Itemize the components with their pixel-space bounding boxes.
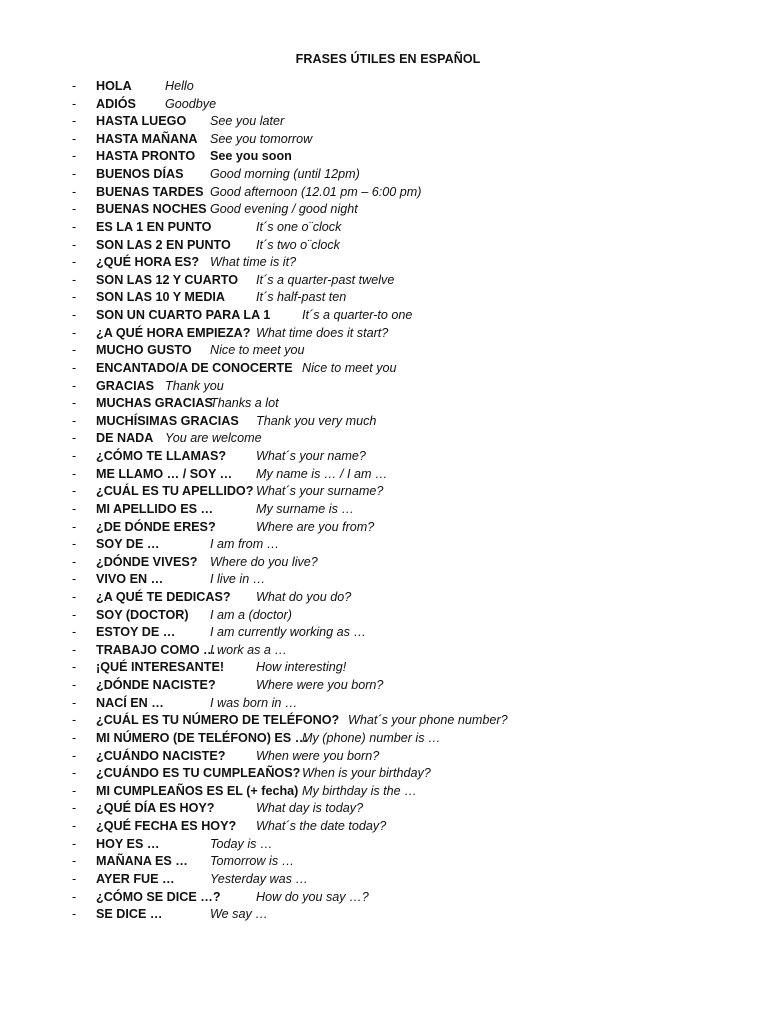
phrase-row — [0, 166, 768, 184]
phrase-row — [0, 237, 768, 255]
spanish-phrase: ¿CUÁL ES TU APELLIDO? — [96, 484, 254, 499]
english-translation: Thank you — [165, 378, 224, 393]
spanish-phrase: MI CUMPLEAÑOS ES EL (+ fecha) — [96, 783, 299, 798]
phrase-row — [0, 131, 768, 149]
phrase-row — [0, 113, 768, 131]
bullet-dash: - — [72, 325, 77, 340]
spanish-phrase: MI NÚMERO (DE TELÉFONO) ES … — [96, 730, 308, 745]
bullet-dash: - — [72, 237, 77, 252]
phrase-row — [0, 254, 768, 272]
spanish-phrase: ¿CUÁL ES TU NÚMERO DE TELÉFONO? — [96, 713, 340, 728]
english-translation: It´s a quarter-to one — [302, 308, 413, 323]
spanish-phrase: BUENAS TARDES — [96, 184, 204, 199]
spanish-phrase: MAÑANA ES … — [96, 854, 188, 869]
phrase-row — [0, 659, 768, 677]
spanish-phrase: ESTOY DE … — [96, 625, 176, 640]
spanish-phrase: TRABAJO COMO … — [96, 642, 216, 657]
bullet-dash: - — [72, 836, 77, 851]
bullet-dash: - — [72, 730, 77, 745]
spanish-phrase: ¿A QUÉ TE DEDICAS? — [96, 589, 231, 604]
spanish-phrase: ADIÓS — [96, 96, 136, 111]
bullet-dash: - — [72, 572, 77, 587]
phrase-row — [0, 836, 768, 854]
english-translation: I am currently working as … — [210, 625, 367, 640]
phrase-row — [0, 519, 768, 537]
phrase-row — [0, 272, 768, 290]
bullet-dash: - — [72, 889, 77, 904]
bullet-dash: - — [72, 660, 77, 675]
phrase-row — [0, 571, 768, 589]
english-translation: Where were you born? — [256, 678, 384, 693]
spanish-phrase: SOY DE … — [96, 537, 160, 552]
page-title: FRASES ÚTILES EN ESPAÑOL — [295, 52, 481, 66]
bullet-dash: - — [72, 449, 77, 464]
bullet-dash: - — [72, 202, 77, 217]
bullet-dash: - — [72, 907, 77, 922]
english-translation: What´s your phone number? — [348, 713, 508, 728]
english-translation: It´s half-past ten — [256, 290, 347, 305]
bullet-dash: - — [72, 871, 77, 886]
phrase-row — [0, 906, 768, 924]
phrase-row — [0, 853, 768, 871]
bullet-dash: - — [72, 484, 77, 499]
spanish-phrase: DE NADA — [96, 431, 154, 446]
english-translation: My name is … / I am … — [256, 466, 388, 481]
english-translation: How do you say …? — [256, 889, 369, 904]
english-translation: Goodbye — [165, 96, 217, 111]
spanish-phrase: ¿QUÉ DÍA ES HOY? — [96, 801, 215, 816]
phrase-row — [0, 466, 768, 484]
bullet-dash: - — [72, 695, 77, 710]
bullet-dash: - — [72, 713, 77, 728]
phrase-row — [0, 889, 768, 907]
phrase-row — [0, 483, 768, 501]
bullet-dash: - — [72, 290, 77, 305]
phrase-row — [0, 536, 768, 554]
bullet-dash: - — [72, 131, 77, 146]
bullet-dash: - — [72, 466, 77, 481]
spanish-phrase: ¿A QUÉ HORA EMPIEZA? — [96, 325, 251, 340]
english-translation: What time does it start? — [256, 325, 389, 340]
english-translation: What day is today? — [256, 801, 364, 816]
bullet-dash: - — [72, 79, 77, 93]
spanish-phrase: ¡QUÉ INTERESANTE! — [96, 660, 225, 675]
phrase-row — [0, 730, 768, 748]
bullet-dash: - — [72, 149, 77, 164]
english-translation: What do you do? — [256, 589, 352, 604]
bullet-dash: - — [72, 819, 77, 834]
phrase-row — [0, 378, 768, 396]
bullet-dash: - — [72, 413, 77, 428]
english-translation: Nice to meet you — [302, 360, 397, 375]
english-translation: My birthday is the … — [302, 783, 417, 798]
spanish-phrase: MUCHO GUSTO — [96, 343, 192, 358]
english-translation: Good afternoon (12.01 pm – 6:00 pm) — [210, 184, 422, 199]
phrase-row — [0, 695, 768, 713]
spanish-phrase: HASTA LUEGO — [96, 114, 187, 129]
english-translation: I was born in … — [210, 695, 298, 710]
english-translation: We say … — [210, 907, 268, 922]
english-translation: Thanks a lot — [210, 396, 279, 411]
bullet-dash: - — [72, 360, 77, 375]
bullet-dash: - — [72, 766, 77, 781]
english-translation: I live in … — [210, 572, 266, 587]
english-translation: When is your birthday? — [302, 766, 431, 781]
phrase-row — [0, 307, 768, 325]
phrase-row — [0, 413, 768, 431]
english-translation: Where are you from? — [256, 519, 375, 534]
english-translation: See you tomorrow — [210, 131, 313, 146]
phrase-row — [0, 201, 768, 219]
spanish-phrase: ES LA 1 EN PUNTO — [96, 219, 212, 234]
bullet-dash: - — [72, 272, 77, 287]
spanish-phrase: SON UN CUARTO PARA LA 1 — [96, 308, 271, 323]
english-translation: You are welcome — [165, 431, 262, 446]
bullet-dash: - — [72, 678, 77, 693]
bullet-dash: - — [72, 554, 77, 569]
bullet-dash: - — [72, 537, 77, 552]
english-translation: See you soon — [210, 149, 292, 164]
english-translation: I work as a … — [210, 642, 287, 657]
bullet-dash: - — [72, 801, 77, 816]
phrase-row — [0, 677, 768, 695]
bullet-dash: - — [72, 607, 77, 622]
phrase-row — [0, 501, 768, 519]
english-translation: Tomorrow is … — [210, 854, 295, 869]
phrase-row — [0, 765, 768, 783]
bullet-dash: - — [72, 96, 77, 111]
phrase-row — [0, 818, 768, 836]
phrase-row — [0, 748, 768, 766]
spanish-phrase: NACÍ EN … — [96, 695, 164, 710]
bullet-dash: - — [72, 396, 77, 411]
phrase-row — [0, 642, 768, 660]
bullet-dash: - — [72, 378, 77, 393]
english-translation: What´s your name? — [256, 449, 366, 464]
english-translation: Good evening / good night — [210, 202, 358, 217]
english-translation: Good morning (until 12pm) — [210, 167, 360, 182]
phrase-row — [0, 219, 768, 237]
phrase-row — [0, 395, 768, 413]
english-translation: My surname is … — [256, 501, 354, 516]
spanish-phrase: ¿QUÉ FECHA ES HOY? — [96, 819, 237, 834]
english-translation: Yesterday was … — [210, 871, 308, 886]
spanish-phrase: ¿DÓNDE NACISTE? — [96, 678, 216, 693]
english-translation: What time is it? — [210, 255, 297, 270]
english-translation: What´s your surname? — [256, 484, 384, 499]
english-translation: When were you born? — [256, 748, 380, 763]
phrase-row — [0, 148, 768, 166]
spanish-phrase: SON LAS 2 EN PUNTO — [96, 237, 231, 252]
english-translation: Hello — [165, 79, 194, 93]
phrase-row — [0, 448, 768, 466]
bullet-dash: - — [72, 114, 77, 129]
bullet-dash: - — [72, 431, 77, 446]
english-translation: Nice to meet you — [210, 343, 305, 358]
english-translation: How interesting! — [256, 660, 347, 675]
bullet-dash: - — [72, 783, 77, 798]
bullet-dash: - — [72, 219, 77, 234]
english-translation: What´s the date today? — [256, 819, 387, 834]
spanish-phrase: ¿DÓNDE VIVES? — [96, 554, 198, 569]
spanish-phrase: ¿DE DÓNDE ERES? — [96, 519, 216, 534]
spanish-phrase: ¿CUÁNDO NACISTE? — [96, 748, 226, 763]
english-translation: See you later — [210, 114, 285, 129]
phrase-row — [0, 607, 768, 625]
phrase-row — [0, 589, 768, 607]
bullet-dash: - — [72, 501, 77, 516]
bullet-dash: - — [72, 167, 77, 182]
bullet-dash: - — [72, 184, 77, 199]
spanish-phrase: HOLA — [96, 79, 132, 93]
bullet-dash: - — [72, 255, 77, 270]
spanish-phrase: ENCANTADO/A DE CONOCERTE — [96, 360, 293, 375]
spanish-phrase: BUENOS DÍAS — [96, 167, 184, 182]
spanish-phrase: SOY (DOCTOR) — [96, 607, 189, 622]
phrase-row — [0, 800, 768, 818]
bullet-dash: - — [72, 625, 77, 640]
bullet-dash: - — [72, 343, 77, 358]
bullet-dash: - — [72, 308, 77, 323]
phrase-row — [0, 624, 768, 642]
spanish-phrase: ¿CÓMO SE DICE …? — [96, 889, 221, 904]
spanish-phrase: SON LAS 12 Y CUARTO — [96, 272, 239, 287]
english-translation: I am a (doctor) — [210, 607, 292, 622]
spanish-phrase: VIVO EN … — [96, 572, 164, 587]
phrase-row — [0, 430, 768, 448]
spanish-phrase: ¿QUÉ HORA ES? — [96, 255, 200, 270]
bullet-dash: - — [72, 854, 77, 869]
spanish-phrase: MUCHAS GRACIAS — [96, 396, 213, 411]
english-translation: I am from … — [210, 537, 280, 552]
phrase-row — [0, 289, 768, 307]
phrase-row — [0, 871, 768, 889]
spanish-phrase: ¿CUÁNDO ES TU CUMPLEAÑOS? — [96, 766, 301, 781]
bullet-dash: - — [72, 519, 77, 534]
english-translation: Today is … — [210, 836, 273, 851]
phrase-row — [0, 96, 768, 114]
bullet-dash: - — [72, 589, 77, 604]
phrase-row — [0, 184, 768, 202]
spanish-phrase: GRACIAS — [96, 378, 155, 393]
phrase-row — [0, 78, 768, 96]
spanish-phrase: MI APELLIDO ES … — [96, 501, 214, 516]
phrase-row — [0, 783, 768, 801]
bullet-dash: - — [72, 748, 77, 763]
phrase-row — [0, 712, 768, 730]
bullet-dash: - — [72, 642, 77, 657]
english-translation: My (phone) number is … — [302, 730, 441, 745]
english-translation: It´s one o¨clock — [256, 219, 342, 234]
spanish-phrase: HASTA PRONTO — [96, 149, 196, 164]
phrase-row — [0, 325, 768, 343]
phrase-row — [0, 342, 768, 360]
english-translation: Thank you very much — [256, 413, 377, 428]
spanish-phrase: SON LAS 10 Y MEDIA — [96, 290, 226, 305]
spanish-phrase: BUENAS NOCHES — [96, 202, 207, 217]
spanish-phrase: HOY ES … — [96, 836, 160, 851]
spanish-phrase: SE DICE … — [96, 907, 163, 922]
spanish-phrase: ¿CÓMO TE LLAMAS? — [96, 449, 227, 464]
english-translation: Where do you live? — [210, 554, 318, 569]
english-translation: It´s a quarter-past twelve — [256, 272, 395, 287]
spanish-phrase: AYER FUE … — [96, 871, 175, 886]
phrase-row — [0, 360, 768, 378]
spanish-phrase: MUCHÍSIMAS GRACIAS — [96, 413, 239, 428]
spanish-phrase: HASTA MAÑANA — [96, 131, 198, 146]
spanish-phrase: ME LLAMO … / SOY … — [96, 466, 233, 481]
phrase-row — [0, 554, 768, 572]
english-translation: It´s two o¨clock — [256, 237, 340, 252]
